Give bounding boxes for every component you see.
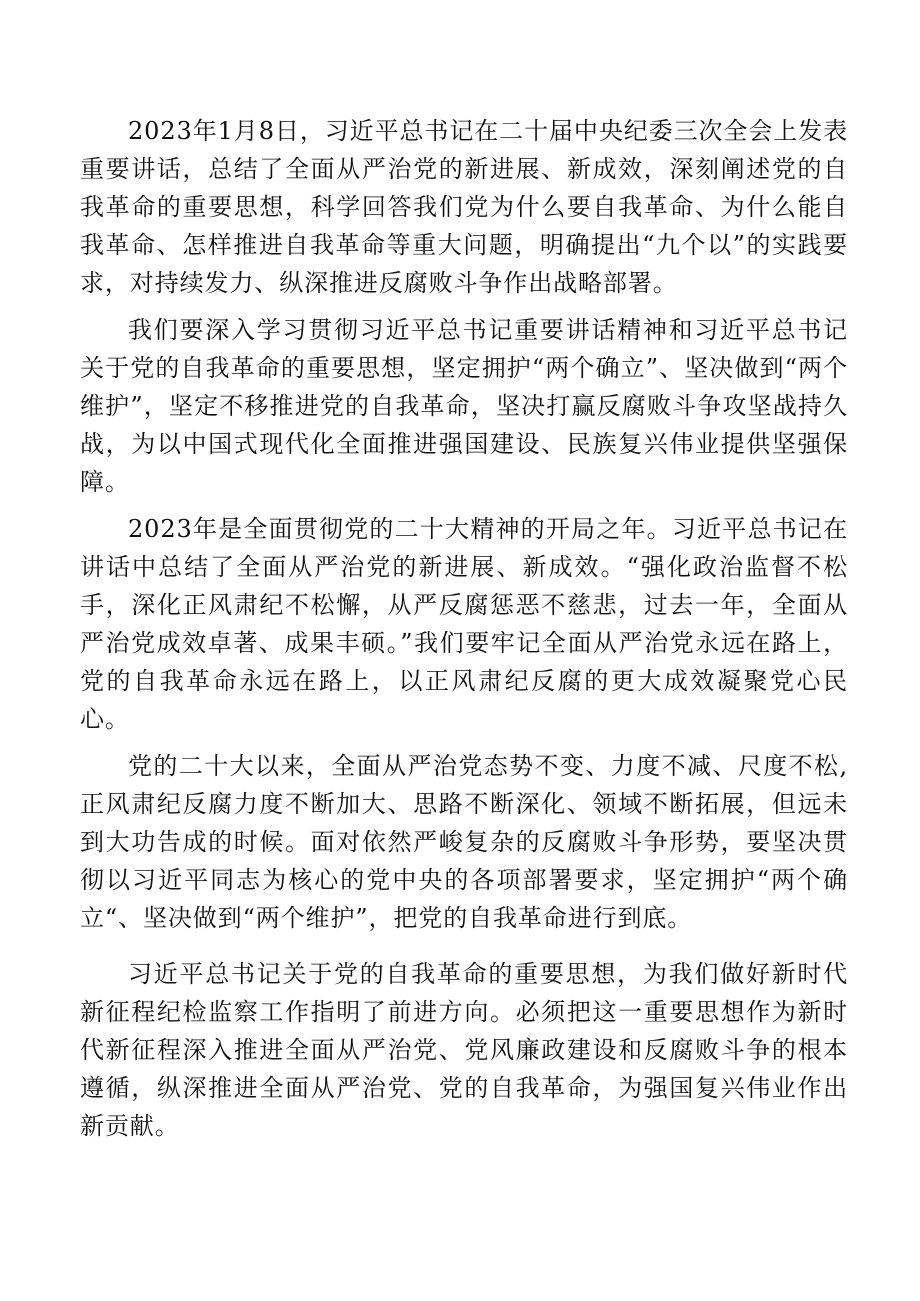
paragraph-2: 我们要深入学习贯彻习近平总书记重要讲话精神和习近平总书记关于党的自我革命的重要思想，坚定拥护“两个确立”、坚决做到“两个维护”，坚定不移推进党的自我革命，坚决打赢反腐败斗争攻坚战持久战，为以中国式现代化全面推进强国建设、民族复兴伟业提供坚强保障。 (80, 316, 848, 496)
paragraph-1: 2023年1月8日，习近平总书记在二十届中央纪委三次全会上发表重要讲话，总结了全面从严治党的新进展、新成效，深刻阐述党的自我革命的重要思想，科学回答我们党为什么要自我革命、为什么能自我革命、怎样推进自我革命等重大问题，明确提出“九个以”的实践要求，对持续发力、纵深推进反腐败斗争作出战略部署。 (80, 117, 848, 297)
paragraph-5: 习近平总书记关于党的自我革命的重要思想，为我们做好新时代新征程纪检监察工作指明了前进方向。必须把这一重要思想作为新时代新征程深入推进全面从严治党、党风廉政建设和反腐败斗争的根本遵循，纵深推进全面从严治党、党的自我革命，为强国复兴伟业作出新贡献。 (80, 960, 848, 1140)
document-body (80, 112, 848, 1154)
paragraph-4: 党的二十大以来，全面从严治党态势不变、力度不减、尺度不松,正风肃纪反腐力度不断加大、思路不断深化、领域不断拓展，但远未到大功告成的时候。面对依然严峻复杂的反腐败斗争形势，要坚决贯彻以习近平同志为核心的党中央的各项部署要求，坚定拥护“两个确立“、坚决做到“两个维护”，把党的自我革命进行到底。 (80, 752, 848, 932)
paragraph-3: 2023年是全面贯彻党的二十大精神的开局之年。习近平总书记在讲话中总结了全面从严治党的新进展、新成效。“强化政治监督不松手，深化正风肃纪不松懈，从严反腐惩恶不慈悲，过去一年，全面从严治党成效卓著、成果丰硕。”我们要牢记全面从严治党永远在路上，党的自我革命永远在路上，以正风肃纪反腐的更大成效凝聚党心民心。 (80, 515, 848, 733)
